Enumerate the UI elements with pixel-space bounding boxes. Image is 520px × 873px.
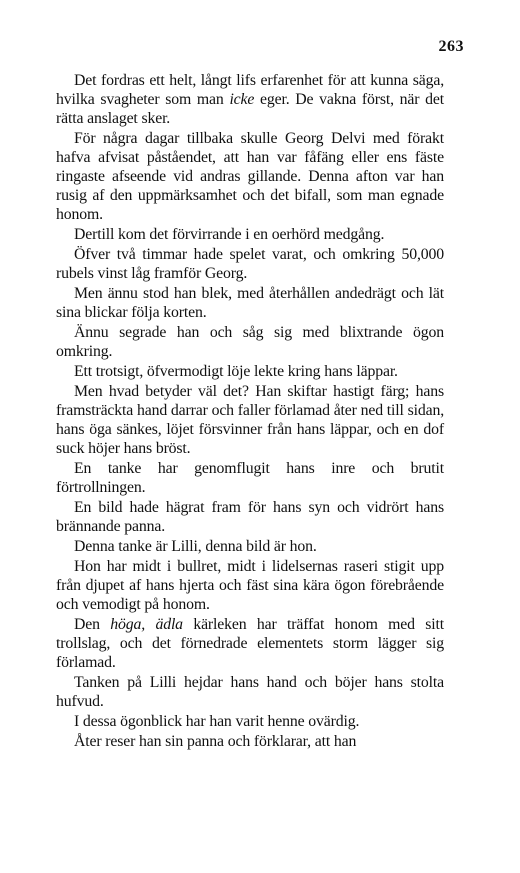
paragraph	[56, 362, 444, 381]
paragraph	[56, 673, 444, 711]
paragraph-text: Åter reser han sin panna och förklarar, att han	[74, 733, 357, 750]
paragraph-text: Men hvad betyder väl det? Han skiftar hastigt färg; hans framsträckta hand darrar och faller förlamad åter ned till sidan, hans öga sänkes, löjet försvinner från hans läppar, och en dof suck höjer hans bröst.	[56, 383, 444, 457]
paragraph-text: Men ännu stod han blek, med återhållen andedrägt och lät sina blickar följa korten.	[56, 285, 444, 321]
emphasis-text: höga, ädla	[110, 616, 183, 633]
paragraph	[56, 323, 444, 361]
paragraph	[56, 732, 444, 751]
paragraph-text: Ännu segrade han och såg sig med blixtrande ögon omkring.	[56, 324, 444, 360]
paragraph	[56, 71, 444, 128]
paragraph	[56, 537, 444, 556]
paragraph-text: eger. De vakna först, när det rätta anslaget sker.	[56, 91, 444, 127]
paragraph	[56, 557, 444, 614]
paragraph	[56, 129, 444, 224]
paragraph-text: En tanke har genomflugit hans inre och brutit förtrollningen.	[56, 460, 444, 496]
paragraph-text: En bild hade hägrat fram för hans syn och vidrört hans brännande panna.	[56, 499, 444, 535]
body-text	[56, 71, 444, 752]
paragraph-text: I dessa ögonblick har han varit henne ovärdig.	[74, 713, 360, 730]
paragraph	[56, 245, 444, 283]
paragraph-text: Öfver två timmar hade spelet varat, och omkring 50,000 rubels vinst låg framför Georg.	[56, 246, 444, 282]
paragraph	[56, 712, 444, 731]
paragraph	[56, 284, 444, 322]
paragraph-text: Den	[74, 616, 111, 633]
paragraph	[56, 459, 444, 497]
paragraph-text: Denna tanke är Lilli, denna bild är hon.	[74, 538, 317, 555]
paragraph-text: kärleken har träffat honom med sitt trollslag, och det förnedrade elementets storm lägger sig förlamad.	[56, 616, 444, 671]
page-number: 263	[438, 38, 464, 55]
paragraph	[56, 225, 444, 244]
paragraph-text: För några dagar tillbaka skulle Georg Delvi med förakt hafva afvisat påståendet, att han var fåfäng eller ens fäste ringaste afseende vid andras gillande. Denna afton var han rusig af den uppmärksamhet och det bifall, som man egnade honom.	[56, 130, 444, 223]
paragraph-text: Det fordras ett helt, långt lifs erfarenhet för att kunna säga, hvilka svagheter som man	[56, 72, 444, 108]
paragraph	[56, 382, 444, 458]
paragraph-text: Hon har midt i bullret, midt i lidelsernas raseri stigit upp från djupet af hans hjerta och fäst sina kära ögon förebrående och vemodigt på honom.	[56, 558, 444, 613]
paragraph-text: Ett trotsigt, öfvermodigt löje lekte kring hans läppar.	[74, 363, 398, 380]
paragraph	[56, 615, 444, 672]
paragraph-text: Dertill kom det förvirrande i en oerhörd medgång.	[74, 226, 385, 243]
paragraph-text: Tanken på Lilli hejdar hans hand och böjer hans stolta hufvud.	[56, 674, 444, 710]
emphasis-text: icke	[229, 91, 255, 108]
paragraph	[56, 498, 444, 536]
